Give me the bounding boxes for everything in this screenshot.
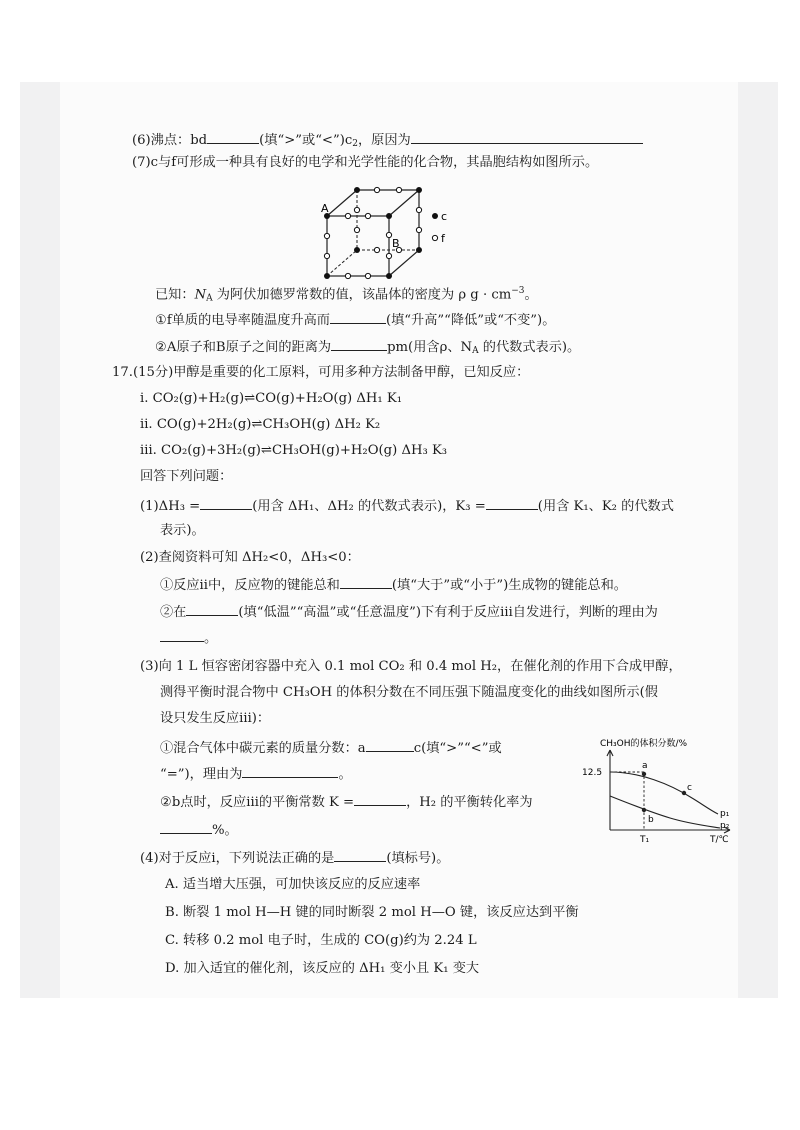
- label-b: b: [648, 815, 654, 825]
- part-3-1: ①混合气体中碳元素的质量分数：a c(填“>”“<”或: [160, 738, 502, 758]
- label-p1: p₁: [720, 809, 730, 819]
- label-a: a: [642, 761, 648, 771]
- atom-label-a: A: [321, 202, 329, 215]
- curve-p2: [610, 796, 720, 828]
- label-p2: p₂: [720, 821, 730, 831]
- answer-blank[interactable]: [186, 602, 238, 616]
- part-3-1-cont: “=”)，理由为 。: [160, 764, 352, 784]
- crystal-cell-diagram: [315, 180, 485, 280]
- part-1-cont: 表示)。: [160, 523, 205, 538]
- question-6: (6)沸点：bd (填“>”或“$<”)c_2$，原因为: [132, 130, 643, 153]
- exam-paper: [60, 82, 738, 998]
- reaction-ii: ⅱ. CO(g)+2H₂(g)⇌CH₃OH(g) ΔH₂ K₂: [140, 417, 381, 432]
- x-tick-t1: T₁: [640, 835, 650, 845]
- option-d: D. 加入适宜的催化剂，该反应的 ΔH₁ 变小且 K₁ 变大: [165, 961, 480, 976]
- part-3-line-1: (3)向 1 L 恒容密闭容器中充入 0.1 mol CO₂ 和 0.4 mol H₂，在催化剂的作用下合成甲醇，: [140, 659, 682, 674]
- part-1: (1)ΔH₃ = (用含 ΔH₁、ΔH₂ 的代数式表示)，K₃ = (用含 K₁、K₂ 的代数式: [140, 496, 674, 516]
- answer-blank[interactable]: [334, 848, 386, 862]
- part-2-1: ①反应ⅱ中，反应物的键能总和 (填“大于”或“小于”)生成物的键能总和。: [160, 575, 627, 595]
- ch3oh-volume-fraction-graph: [570, 734, 738, 846]
- curve-p1: [610, 772, 718, 814]
- known-condition: 已知：$N_A$ 为阿伏加德罗常数的值，该晶体的密度为 ρ $g \cdot cm^{-3}$。: [155, 286, 538, 304]
- option-b: B. 断裂 1 mol H—H 键的同时断裂 2 mol H—O 键，该反应达到平衡: [165, 905, 579, 920]
- answer-blank[interactable]: [354, 792, 406, 806]
- cube-front-face: [327, 216, 389, 276]
- graph-x-label: T/℃: [710, 835, 729, 845]
- part-4: (4)对于反应ⅰ，下列说法正确的是 (填标号)。: [140, 848, 449, 868]
- option-a: A. 适当增大压强，可加快该反应的反应速率: [165, 877, 421, 892]
- part-3-2: ②b点时，反应ⅲ的平衡常数 K = ，H₂ 的平衡转化率为: [160, 792, 533, 812]
- answer-blank[interactable]: [411, 130, 643, 144]
- answer-blank[interactable]: [160, 820, 212, 834]
- answer-blank[interactable]: [486, 496, 538, 510]
- legend-c-dot: [432, 213, 438, 219]
- reaction-iii: ⅲ. CO₂(g)+3H₂(g)⇌CH₃OH(g)+H₂O(g) ΔH₃ K₃: [140, 443, 448, 458]
- question-17-header: 17.(15分)甲醇是重要的化工原料，可用多种方法制备甲醇，已知反应：: [112, 365, 530, 380]
- reaction-i: ⅰ. CO₂(g)+H₂(g)⇌CO(g)+H₂O(g) ΔH₁ K₁: [140, 391, 402, 406]
- legend-f-dot: [432, 235, 437, 240]
- answer-blank[interactable]: [340, 575, 392, 589]
- part-3-line-3: 设只发生反应ⅲ)：: [160, 711, 271, 726]
- question-7-1: ①f单质的电导率随温度升高而 (填“升高”“降低”或“不变”)。: [155, 310, 555, 330]
- part-2: (2)查阅资料可知 ΔH₂<0，ΔH₃<0：: [140, 550, 360, 565]
- legend-f: f: [441, 232, 445, 245]
- part-2-2-cont: 。: [160, 628, 217, 648]
- label-c: c: [687, 783, 692, 793]
- part-3-2-cont: %。: [160, 820, 238, 840]
- legend-c: c: [441, 210, 448, 223]
- answer-blank[interactable]: [366, 738, 414, 752]
- answer-blank[interactable]: [242, 764, 338, 778]
- answer-blank[interactable]: [330, 310, 386, 324]
- scan-page: [20, 82, 778, 998]
- point-c: [682, 791, 686, 795]
- answer-blank[interactable]: [200, 496, 252, 510]
- part-3-line-2: 测得平衡时混合物中 CH₃OH 的体积分数在不同压强下随温度变化的曲线如图所示(假: [160, 685, 658, 700]
- question-7: (7)c与f可形成一种具有良好的电学和光学性能的化合物，其晶胞结构如图所示。: [132, 155, 599, 170]
- atom-label-b: B: [392, 237, 400, 250]
- answer-blank[interactable]: [207, 130, 259, 144]
- y-tick-12-5: 12.5: [582, 768, 603, 778]
- question-7-2: ②A原子和B原子之间的距离为 pm(用含ρ、$N_A$ 的代数式表示)。: [155, 337, 580, 360]
- graph-y-label: CH₃OH的体积分数/%: [600, 739, 688, 749]
- point-a: [642, 772, 646, 776]
- answer-blank[interactable]: [331, 337, 387, 351]
- option-c: C. 转移 0.2 mol 电子时，生成的 CO(g)约为 2.24 L: [165, 933, 477, 948]
- answer-prompt: 回答下列问题：: [140, 469, 233, 484]
- answer-blank[interactable]: [160, 628, 204, 642]
- part-2-2: ②在 (填“低温”“高温”或“任意温度”)下有利于反应ⅲ自发进行，判断的理由为: [160, 602, 658, 622]
- point-b: [642, 808, 646, 812]
